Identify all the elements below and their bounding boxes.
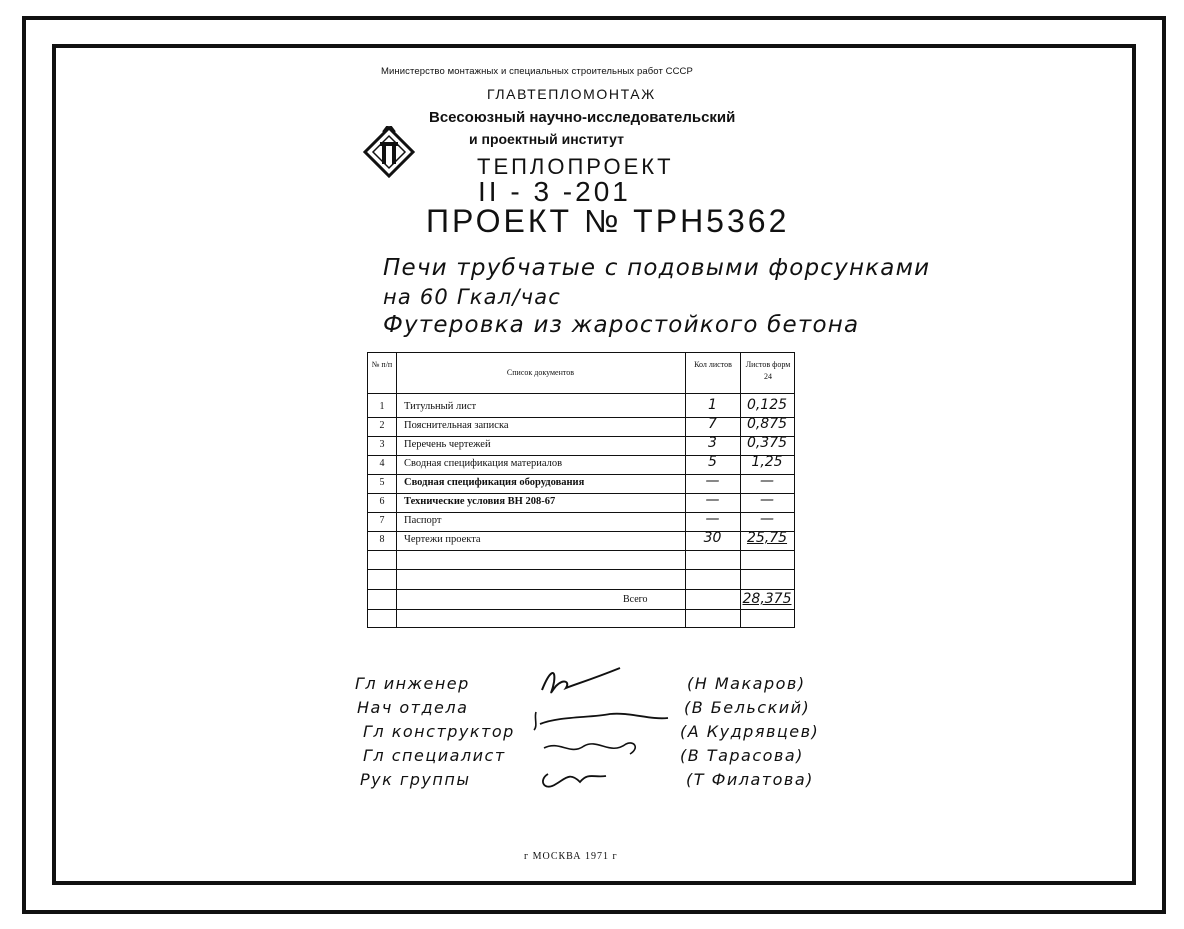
row-name: Паспорт <box>404 515 442 526</box>
ministry-line: Министерство монтажных и специальных строительных работ СССР <box>381 66 693 77</box>
row-name: Сводная спецификация оборудования <box>404 477 585 488</box>
signature-name: (Т Филатова) <box>686 770 814 789</box>
row-count: — <box>705 473 720 489</box>
table-divider <box>740 353 741 627</box>
signature-name: (Н Макаров) <box>687 674 806 693</box>
header-count: Кол листов <box>694 360 732 369</box>
row-name: Перечень чертежей <box>404 439 491 450</box>
header-sheets: Листов форм 24 <box>745 360 791 381</box>
row-line <box>368 589 794 590</box>
institute-line-2: и проектный институт <box>469 131 624 147</box>
row-count: 7 <box>708 416 717 432</box>
signature-role: Нач отдела <box>357 698 469 717</box>
table-divider <box>685 353 686 627</box>
row-sheets: 0,875 <box>746 416 788 432</box>
title-line-2: на 60 Гкал/час <box>383 285 562 309</box>
row-line <box>368 609 794 610</box>
row-count: 1 <box>708 397 717 413</box>
handwritten-signatures <box>530 660 690 800</box>
total-label: Всего <box>623 594 648 605</box>
row-name: Чертежи проекта <box>404 534 481 545</box>
signature-name: (В Тарасова) <box>680 746 804 765</box>
series-number: II - 3 -201 <box>478 176 631 207</box>
row-name: Сводная спецификация материалов <box>404 458 563 469</box>
row-count: 30 <box>703 530 722 546</box>
row-count: 3 <box>708 435 717 451</box>
row-number: 8 <box>379 534 385 545</box>
signature-role: Гл инженер <box>355 674 470 693</box>
row-sheets: — <box>760 511 774 527</box>
documents-table <box>367 352 795 628</box>
signature-name: (В Бельский) <box>684 698 811 717</box>
row-sheets: 0,125 <box>746 397 788 413</box>
institute-line-1: Всесоюзный научно-исследовательский <box>429 109 736 126</box>
glavk-name: ГЛАВТЕПЛОМОНТАЖ <box>487 86 656 102</box>
row-number: 4 <box>379 458 385 469</box>
row-count: 5 <box>708 454 717 470</box>
footer-place-year: г МОСКВА 1971 г <box>524 851 618 862</box>
row-number: 1 <box>379 401 385 412</box>
row-number: 7 <box>379 515 385 526</box>
row-name: Пояснительная записка <box>404 420 509 431</box>
title-line-1: Печи трубчатые с подовыми форсунками <box>383 255 931 281</box>
header-num: № п/п <box>371 360 393 369</box>
institute-logo-icon <box>363 126 415 178</box>
row-number: 6 <box>379 496 385 507</box>
row-sheets: — <box>760 473 774 489</box>
signature-role: Рук группы <box>360 770 471 789</box>
signature-role: Гл конструктор <box>363 722 515 741</box>
row-sheets: — <box>760 492 774 508</box>
row-line <box>368 569 794 570</box>
row-number: 3 <box>379 439 385 450</box>
header-docs: Список документов <box>506 368 575 377</box>
total-sheets: 28,375 <box>742 591 792 607</box>
signature-role: Гл специалист <box>363 746 506 765</box>
row-sheets: 1,25 <box>751 454 783 470</box>
row-name: Титульный лист <box>404 401 477 412</box>
row-sheets: 0,375 <box>746 435 788 451</box>
institute-name: ТЕПЛОПРОЕКТ <box>477 154 674 179</box>
row-count: — <box>705 492 720 508</box>
row-number: 5 <box>379 477 385 488</box>
row-sheets: 25,75 <box>746 530 788 546</box>
table-divider <box>368 393 794 394</box>
row-line <box>368 550 794 551</box>
title-line-3: Футеровка из жаростойкого бетона <box>383 312 860 338</box>
row-count: — <box>705 511 720 527</box>
table-divider <box>396 353 397 627</box>
project-number: ПРОЕКТ № ТРН5362 <box>426 203 790 239</box>
row-name: Технические условия ВН 208-67 <box>404 496 556 507</box>
signature-name: (А Кудрявцев) <box>680 722 820 741</box>
row-number: 2 <box>379 420 385 431</box>
